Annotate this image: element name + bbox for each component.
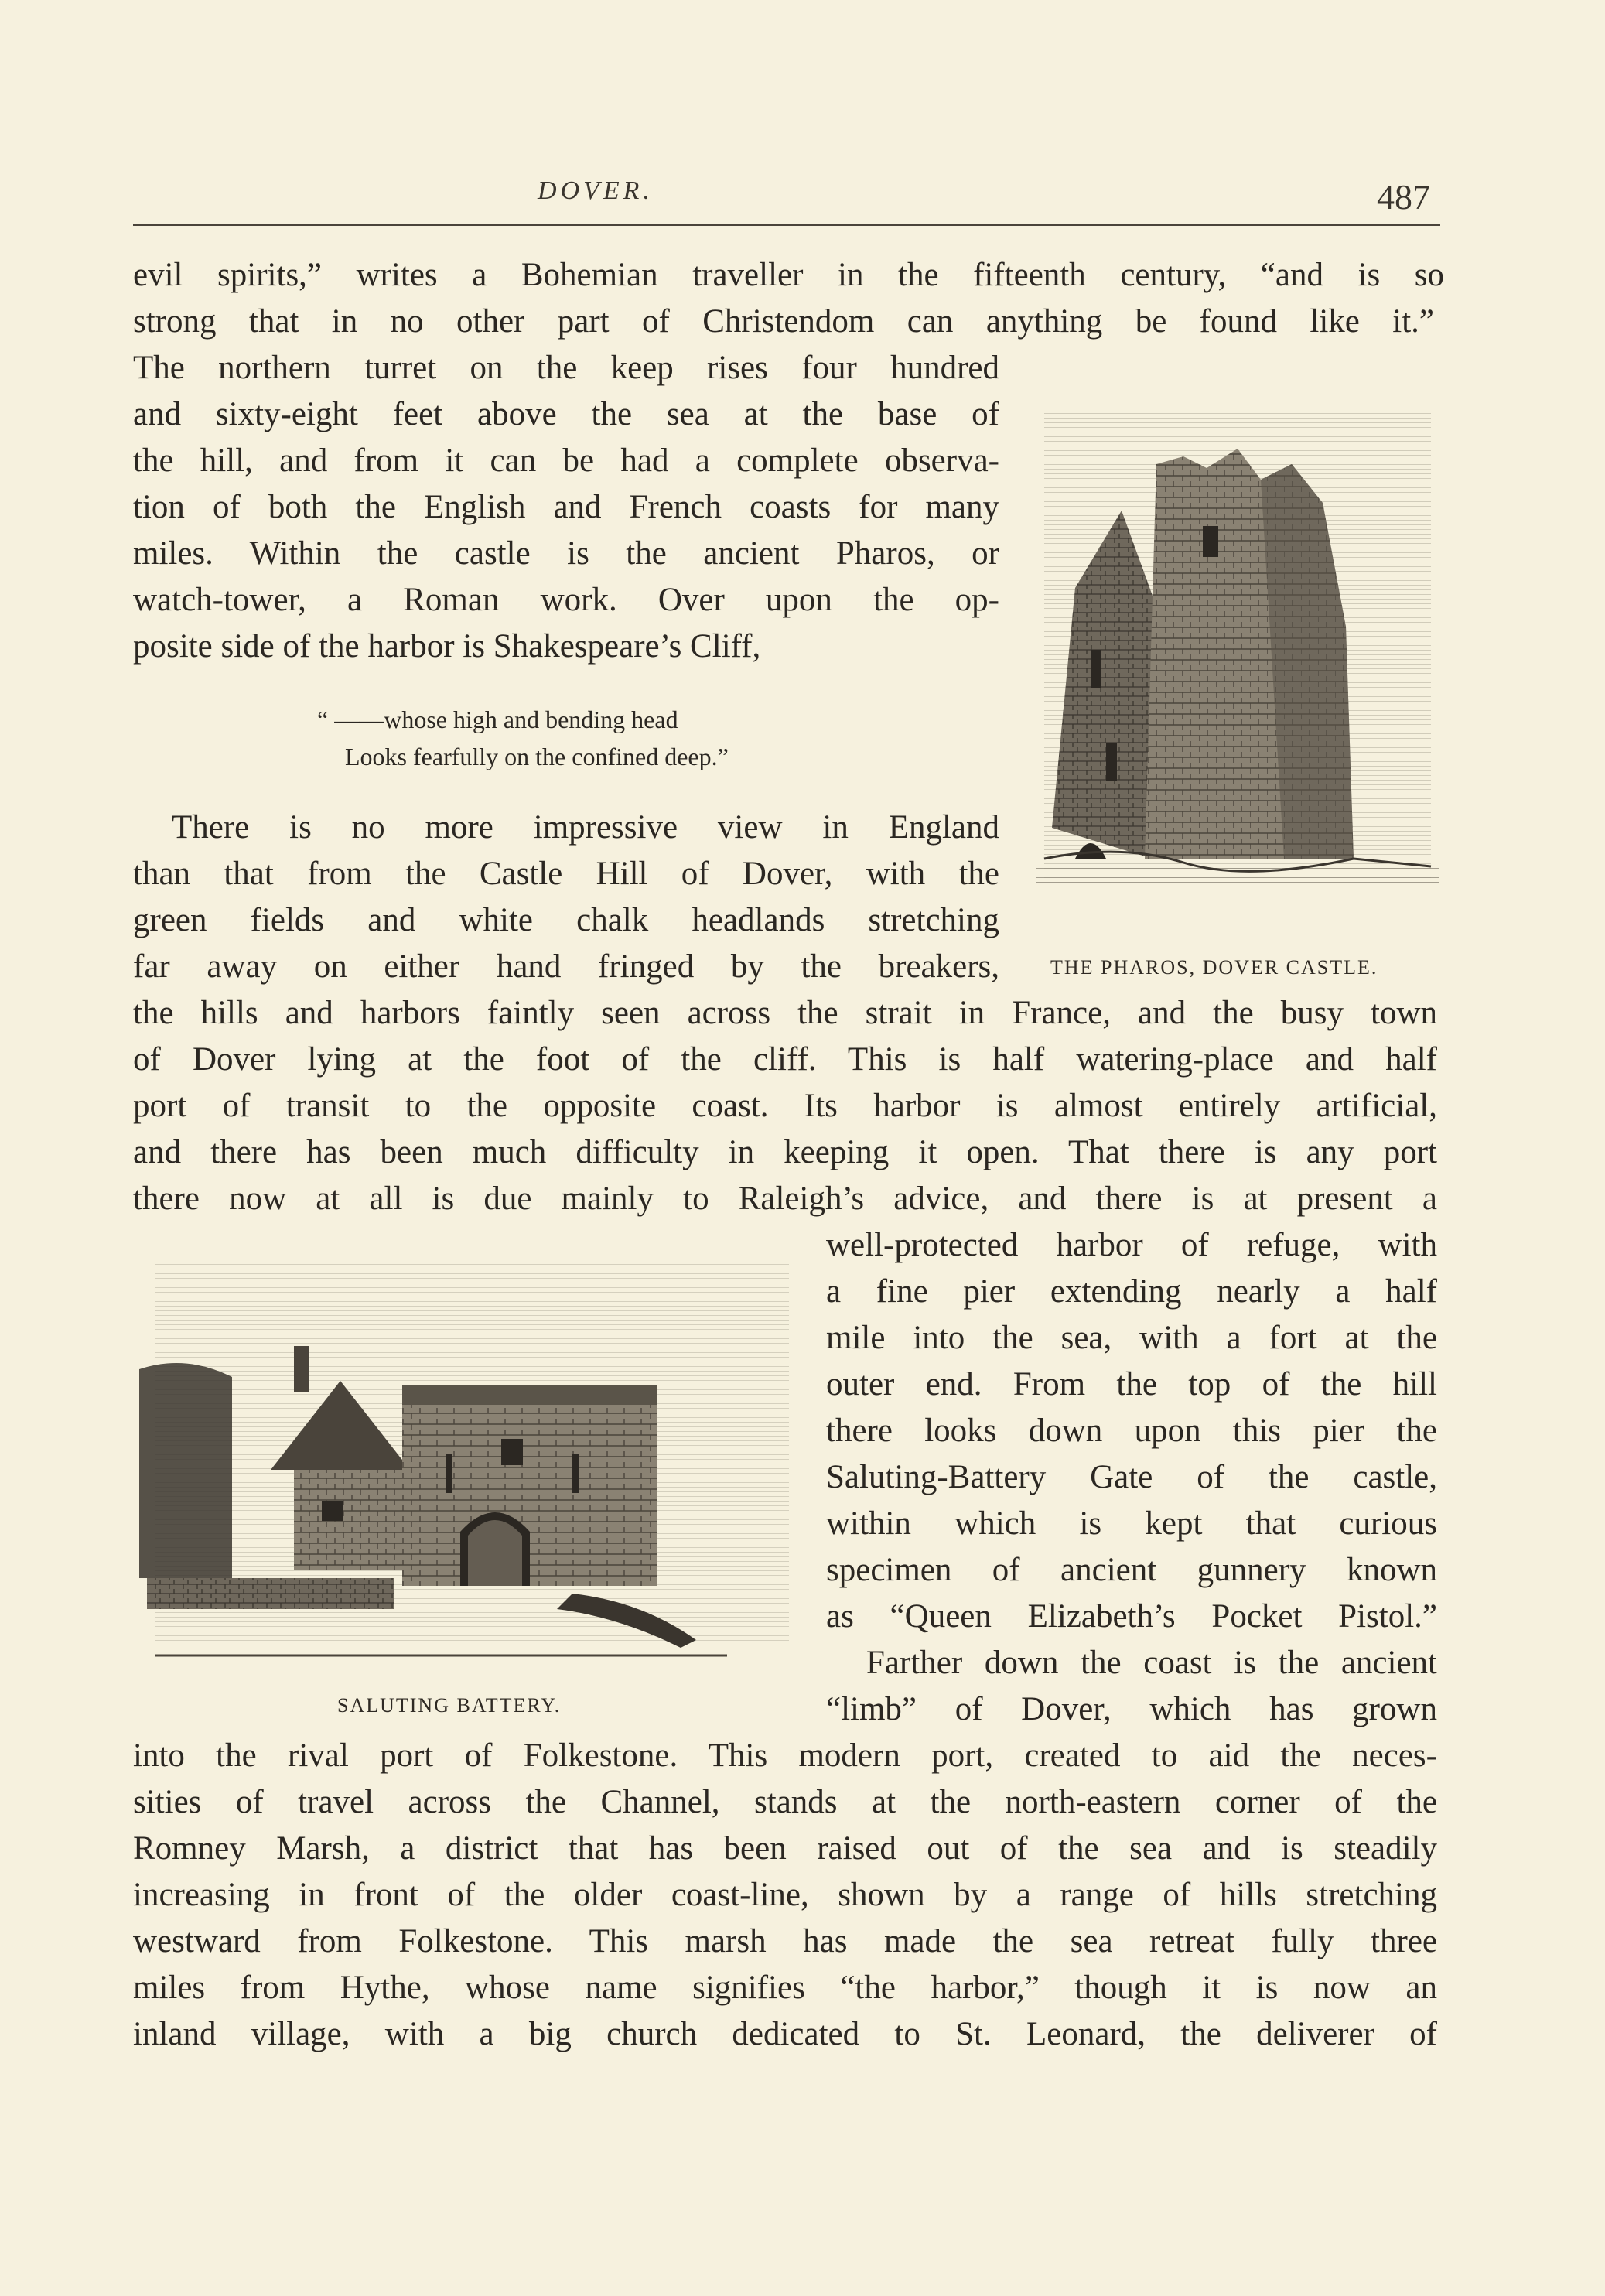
- text-line: and sixty-eight feet above the sea at the base of: [133, 396, 999, 432]
- text-line: Romney Marsh, a district that has been raised out of the sea and is steadily: [133, 1830, 1437, 1867]
- figure-caption: SALUTING BATTERY.: [337, 1694, 562, 1717]
- text-line: outer end. From the top of the hill: [826, 1366, 1437, 1403]
- text-line: into the rival port of Folkestone. This modern port, created to aid the neces-: [133, 1737, 1437, 1774]
- quote-line: Looks fearfully on the confined deep.”: [345, 743, 729, 770]
- text-line: miles from Hythe, whose name signifies “the harbor,” though it is now an: [133, 1970, 1437, 2006]
- text-line: inland village, with a big church dedicated to St. Leonard, the deliverer of: [133, 2016, 1437, 2052]
- text-line: far away on either hand fringed by the breakers,: [133, 948, 999, 985]
- text-line: watch-tower, a Roman work. Over upon the op-: [133, 582, 999, 618]
- page-number: 487: [1377, 177, 1430, 217]
- pharos-illustration: [1029, 395, 1446, 936]
- text-line: The northern turret on the keep rises four hundred: [133, 350, 999, 386]
- text-line: the hill, and from it can be had a complete observa-: [133, 442, 999, 479]
- text-line: port of transit to the opposite coast. Its harbor is almost entirely artificial,: [133, 1088, 1437, 1124]
- text-line: of Dover lying at the foot of the cliff. This is half watering-place and half: [133, 1041, 1437, 1078]
- text-line: within which is kept that curious: [826, 1505, 1437, 1542]
- text-line: as “Queen Elizabeth’s Pocket Pistol.”: [826, 1598, 1437, 1635]
- text-line: evil spirits,” writes a Bohemian traveller in the fifteenth century, “and is so: [133, 257, 1444, 293]
- text-line: Farther down the coast is the ancient: [866, 1645, 1437, 1681]
- text-line: miles. Within the castle is the ancient Pharos, or: [133, 535, 999, 572]
- quote-line: “ ——whose high and bending head: [317, 706, 678, 733]
- running-title: DOVER.: [538, 176, 654, 205]
- text-line: westward from Folkestone. This marsh has made the sea retreat fully three: [133, 1923, 1437, 1959]
- text-line: posite side of the harbor is Shakespeare’s Cliff,: [133, 628, 761, 665]
- text-line: there looks down upon this pier the: [826, 1413, 1437, 1449]
- text-line: well-protected harbor of refuge, with: [826, 1227, 1437, 1263]
- text-line: strong that in no other part of Christendom can anything be found like it.”: [133, 303, 1434, 340]
- text-line: the hills and harbors faintly seen across the strait in France, and the busy town: [133, 995, 1437, 1031]
- text-line: Saluting-Battery Gate of the castle,: [826, 1459, 1437, 1495]
- text-line: green fields and white chalk headlands stretching: [133, 902, 999, 938]
- text-line: than that from the Castle Hill of Dover, with the: [133, 856, 999, 892]
- text-line: increasing in front of the older coast-line, shown by a range of hills stretching: [133, 1877, 1437, 1913]
- text-line: tion of both the English and French coasts for many: [133, 489, 999, 525]
- text-line: There is no more impressive view in England: [172, 809, 999, 846]
- text-line: sities of travel across the Channel, stands at the north-eastern corner of the: [133, 1784, 1437, 1820]
- text-line: specimen of ancient gunnery known: [826, 1552, 1437, 1588]
- text-line: a fine pier extending nearly a half: [826, 1273, 1437, 1310]
- text-line: there now at all is due mainly to Raleigh’s advice, and there is at present a: [133, 1180, 1437, 1217]
- text-line: and there has been much difficulty in keeping it open. That there is any port: [133, 1134, 1437, 1170]
- text-line: “limb” of Dover, which has grown: [826, 1691, 1437, 1727]
- saluting-battery-illustration: [139, 1245, 804, 1686]
- text-line: mile into the sea, with a fort at the: [826, 1320, 1437, 1356]
- figure-caption: THE PHAROS, DOVER CASTLE.: [1050, 956, 1378, 979]
- header-rule: [133, 224, 1440, 226]
